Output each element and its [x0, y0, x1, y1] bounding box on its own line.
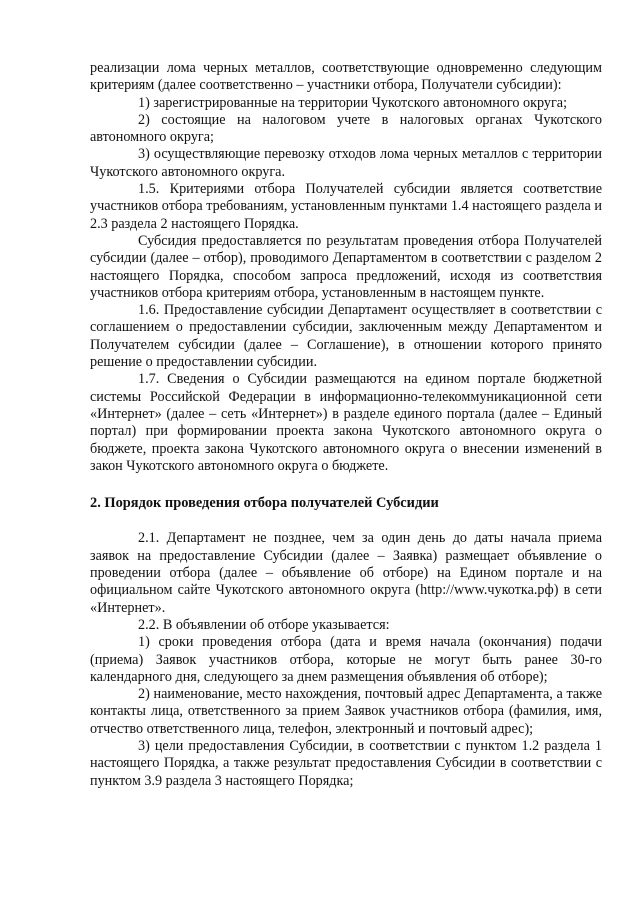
paragraph-subsidy-selection: Субсидия предоставляется по результатам проведения отбора Получателей субсидии (далее – отбор), проводимого Департаментом в соответствии с разделом 2 настоящего Порядка, способом запроса предложений, исходя из соответствия участников отбора критериям отбора, установленным в настоящем пункте. [90, 232, 602, 301]
paragraph-2-2: 2.2. В объявлении об отборе указывается: [138, 616, 390, 633]
paragraph-1-6: 1.6. Предоставление субсидии Департамент осуществляет в соответствии с соглашением о предоставлении субсидии, заключенным между Департаментом и Получателем субсидии (далее – Соглашение), в отношении которого принято решение о предоставлении субсидии. [90, 302, 602, 371]
paragraphs-top [90, 60, 602, 475]
document-body [90, 60, 602, 790]
paragraphs-bottom [90, 530, 602, 789]
paragraph-2-2-item-2: 2) наименование, место нахождения, почтовый адрес Департамента, а также контакты лица, ответственного за прием Заявок участников отбора (фамилия, имя, отчество ответственного лица, телефон, электронный и почтовый адрес); [90, 686, 602, 737]
paragraph-criterion-2: 2) состоящие на налоговом учете в налоговых органах Чукотского автономного округа; [90, 111, 602, 146]
paragraph-1-5: 1.5. Критериями отбора Получателей субсидии является соответствие участников отбора требованиям, установленным пунктами 1.4 настоящего раздела и 2.3 раздела 2 настоящего Порядка. [90, 181, 602, 232]
paragraph-2-1: 2.1. Департамент не позднее, чем за один день до даты начала приема заявок на предоставление Субсидии (далее – Заявка) размещает объявление о проведении отбора (далее – объявление об отборе) на Едином портале и на официальном сайте Чукотского автономного округа (http://www.чукотка.рф) в сети «Интернет». [90, 530, 602, 616]
paragraph-criterion-1: 1) зарегистрированные на территории Чукотского автономного округа; [138, 94, 568, 111]
paragraph-criterion-3: 3) осуществляющие перевозку отходов лома черных металлов с территории Чукотского автономного округа. [90, 146, 602, 180]
paragraph-2-2-item-1: 1) сроки проведения отбора (дата и время начала (окончания) подачи (приема) Заявок участников отбора, которые не могут быть ранее 30-го календарного дня, следующего за днем размещения объявления об отборе); [90, 634, 602, 685]
paragraph-continuation: реализации лома черных металлов, соответствующие одновременно следующим критериям (далее соответственно – участники отбора, Получатели субсидии): [90, 60, 602, 94]
paragraph-2-2-item-3: 3) цели предоставления Субсидии, в соответствии с пунктом 1.2 раздела 1 настоящего Порядка, а также результат предоставления Субсидии в соответствии с пунктом 3.9 раздела 3 настоящего Порядка; [90, 737, 602, 789]
paragraph-1-7: 1.7. Сведения о Субсидии размещаются на едином портале бюджетной системы Российской Федерации в информационно-телекоммуникационной сети «Интернет» (далее – сеть «Интернет») в разделе единого портала (далее – Единый портал) при формировании проекта закона Чукотского автономного округа о бюджете, проекта закона Чукотского автономного округа о внесении изменений в закон Чукотского автономного округа о бюджете. [90, 371, 602, 474]
section-heading: 2. Порядок проведения отбора получателей Субсидии [90, 495, 439, 512]
